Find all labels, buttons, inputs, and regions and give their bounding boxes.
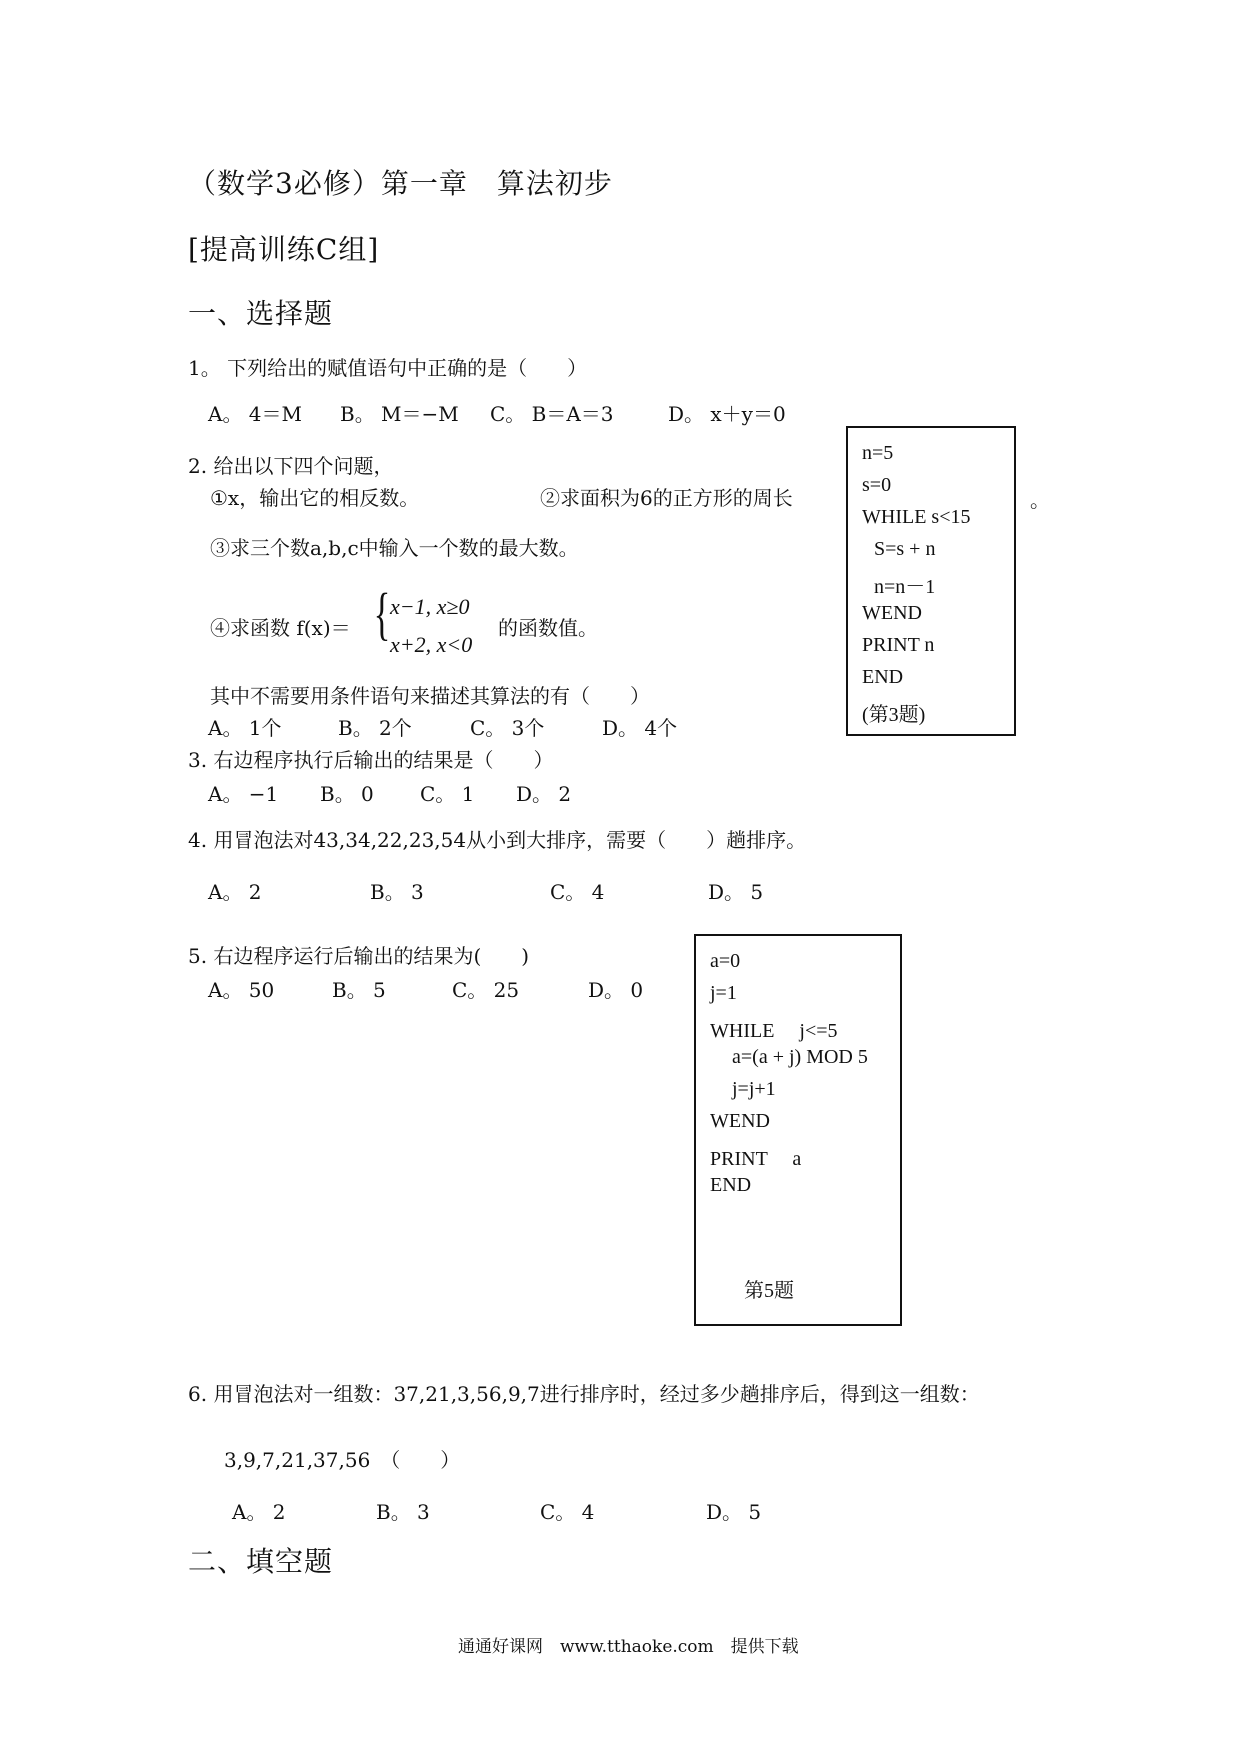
q2-question: 其中不需要用条件语句来描述其算法的有（ ） [210,684,650,708]
q2-problem-4-prefix: ④求函数 f(x)＝ [210,616,351,640]
code5-line-5: j=j+1 [732,1078,776,1100]
q3-option-d: D。 2 [516,782,572,806]
q4-stem: 4. 用冒泡法对43,34,22,23,54从小到大排序，需要（ ）趟排序。 [188,828,807,852]
code5-line-7: PRINT a [710,1148,802,1170]
q1-stem: 1。 下列给出的赋值语句中正确的是（ ） [188,356,588,380]
code5-line-8: END [710,1174,752,1196]
q4-option-d: D。 5 [708,880,764,904]
q2-option-a: A。 1个 [208,716,282,740]
code5-line-6: WEND [710,1110,770,1132]
page-subtitle: [提高训练C组] [188,233,380,266]
q3-option-a: A。 −1 [208,782,279,806]
q5-option-c: C。 25 [452,978,520,1002]
q2-problem-1: ①x，输出它的相反数。 [210,486,420,510]
q3-stem: 3. 右边程序执行后输出的结果是（ ） [188,748,554,772]
code5-line-1: a=0 [710,950,741,972]
q2-option-d: D。 4个 [602,716,678,740]
q2-problem-4-suffix: 的函数值。 [498,616,598,640]
code3-line-8: END [862,666,904,688]
q2-problem-3: ③求三个数a,b,c中输入一个数的最大数。 [210,536,579,560]
page-footer: 通通好课网 www.tthaoke.com 提供下载 [458,1637,799,1657]
code3-line-1: n=5 [862,442,894,464]
q2-case-2: x+2, x<0 [390,632,473,657]
code3-line-5: n=n－1 [874,576,936,598]
code5-line-4: a=(a + j) MOD 5 [732,1046,868,1068]
code3-line-2: s=0 [862,474,892,496]
code3-line-3: WHILE s<15 [862,506,971,528]
q4-option-a: A。 2 [208,880,262,904]
q6-sequence: 3,9,7,21,37,56 （ ） [224,1448,461,1472]
page-title: （数学3必修）第一章 算法初步 [188,167,613,200]
q2-case-1: x−1, x≥0 [390,594,470,619]
code3-line-6: WEND [862,602,922,624]
q3-option-c: C。 1 [420,782,475,806]
q1-option-d: D。 x＋y＝0 [668,402,786,426]
q5-option-b: B。 5 [332,978,386,1002]
q6-option-c: C。 4 [540,1500,595,1524]
section-heading-choice: 一、选择题 [188,297,334,330]
code5-line-2: j=1 [710,982,737,1004]
q2-problem-2-period: 。 [1030,488,1050,512]
q6-option-a: A。 2 [232,1500,286,1524]
q6-option-d: D。 5 [706,1500,762,1524]
q1-option-c: C。 B＝A＝3 [490,402,614,426]
q2-option-b: B。 2个 [338,716,412,740]
q1-option-a: A。 4＝M [208,402,303,426]
q2-problem-2: ②求面积为6的正方形的周长 [540,486,793,510]
q2-stem: 2. 给出以下四个问题， [188,454,394,478]
code3-caption: (第3题) [862,704,926,726]
q3-option-b: B。 0 [320,782,374,806]
q5-option-d: D。 0 [588,978,644,1002]
q4-option-c: C。 4 [550,880,605,904]
q1-option-b: B。 M＝−M [340,402,459,426]
code3-line-7: PRINT n [862,634,935,656]
q2-option-c: C。 3个 [470,716,545,740]
code3-line-4: S=s + n [874,538,936,560]
q5-stem: 5. 右边程序运行后输出的结果为( ) [188,944,530,968]
q2-brace: { [373,581,391,646]
code5-line-3: WHILE j<=5 [710,1020,838,1042]
q6-stem: 6. 用冒泡法对一组数：37,21,3,56,9,7进行排序时，经过多少趟排序后，得到这一组数： [188,1382,980,1406]
q5-option-a: A。 50 [208,978,275,1002]
q6-option-b: B。 3 [376,1500,430,1524]
q4-option-b: B。 3 [370,880,424,904]
code5-caption: 第5题 [744,1280,794,1302]
section-heading-fill: 二、填空题 [188,1545,334,1578]
